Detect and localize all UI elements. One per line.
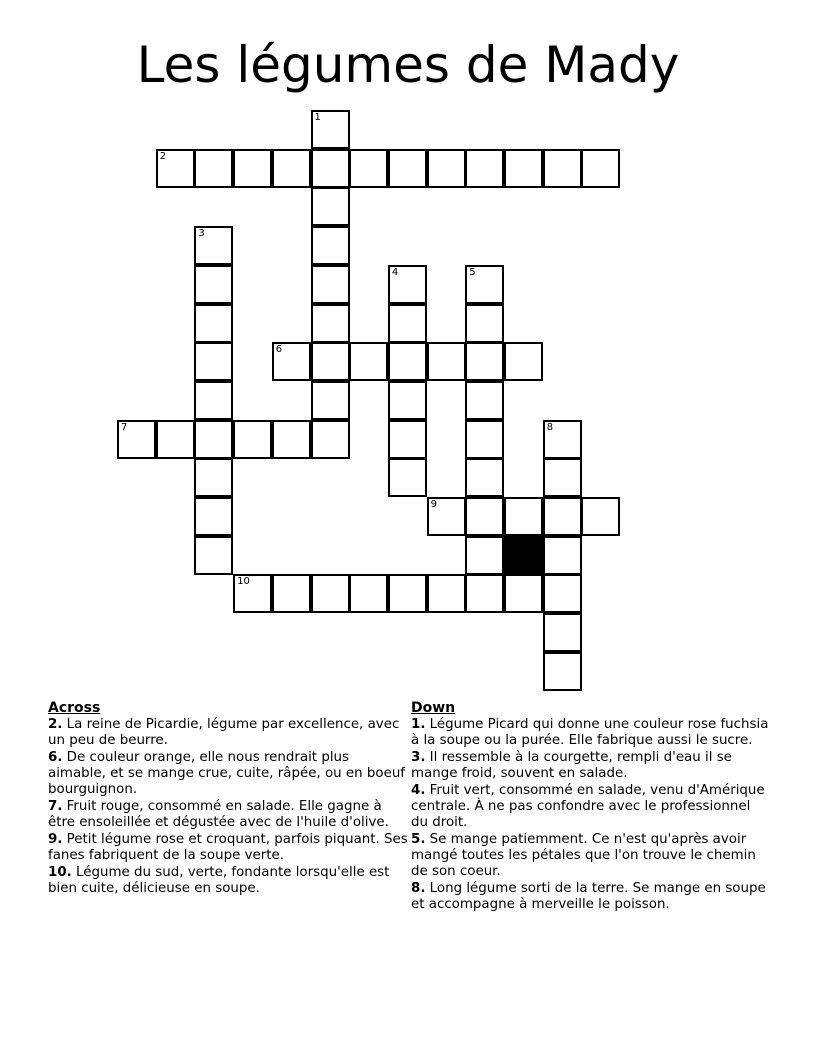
grid-cell[interactable] — [465, 497, 504, 536]
page-title: Les légumes de Mady — [136, 36, 680, 94]
clue-text: De couleur orange, elle nous rendrait plus aimable, et se mange crue, cuite, râpée, ou en boeuf bourguignon. — [48, 750, 406, 797]
grid-cell[interactable] — [504, 574, 543, 613]
clue-text: Légume Picard qui donne une couleur rose fuchsia à la soupe ou la purée. Elle fabrique aussi le sucre. — [411, 717, 769, 748]
grid-cell[interactable] — [194, 149, 233, 188]
grid-cell[interactable] — [427, 497, 466, 536]
down-clue-4 — [411, 783, 771, 831]
grid-cell[interactable] — [194, 304, 233, 343]
clue-number-label: 8 — [546, 421, 554, 433]
down-clues — [411, 700, 771, 914]
grid-cell[interactable] — [388, 381, 427, 420]
grid-cell[interactable] — [156, 420, 195, 459]
grid-cell[interactable] — [465, 342, 504, 381]
grid-cell[interactable] — [194, 497, 233, 536]
clue-text: Il ressemble à la courgette, rempli d'eau il se mange froid, souvent en salade. — [411, 750, 732, 781]
clue-number-label: 2 — [159, 150, 167, 162]
across-clue-6 — [48, 750, 408, 798]
grid-cell[interactable] — [465, 149, 504, 188]
grid-cell[interactable] — [194, 226, 233, 265]
black-cell — [504, 536, 543, 575]
clue-text: La reine de Picardie, légume par excellence, avec un peu de beurre. — [48, 717, 400, 748]
grid-cell[interactable] — [117, 420, 156, 459]
clue-text: Se mange patiemment. Ce n'est qu'après avoir mangé toutes les pétales que l'on trouve le chemin de son coeur. — [411, 832, 756, 879]
across-clue-7 — [48, 799, 408, 831]
clue-number: 8. — [411, 881, 426, 896]
grid-cell[interactable] — [349, 574, 388, 613]
grid-cell[interactable] — [233, 420, 272, 459]
clue-number-label: 4 — [391, 266, 399, 278]
grid-cell[interactable] — [504, 342, 543, 381]
grid-cell[interactable] — [194, 420, 233, 459]
grid-cell[interactable] — [272, 574, 311, 613]
grid-cell[interactable] — [504, 497, 543, 536]
clue-number: 2. — [48, 717, 63, 732]
grid-cell[interactable] — [194, 458, 233, 497]
grid-cell[interactable] — [427, 342, 466, 381]
grid-cell[interactable] — [311, 574, 350, 613]
clue-number: 10. — [48, 865, 72, 880]
grid-cell[interactable] — [233, 574, 272, 613]
grid-cell[interactable] — [388, 420, 427, 459]
grid-cell[interactable] — [388, 342, 427, 381]
grid-cell[interactable] — [388, 149, 427, 188]
grid-cell[interactable] — [272, 149, 311, 188]
grid-cell[interactable] — [581, 497, 620, 536]
clue-number: 5. — [411, 832, 426, 847]
grid-cell[interactable] — [311, 149, 350, 188]
clue-number-label: 7 — [121, 421, 128, 433]
grid-cell[interactable] — [272, 342, 311, 381]
clue-number: 1. — [411, 717, 426, 732]
across-clue-10 — [48, 865, 408, 897]
clue-number: 6. — [48, 750, 63, 765]
grid-cell[interactable] — [427, 574, 466, 613]
down-clue-8 — [411, 881, 771, 913]
clue-text: Légume du sud, verte, fondante lorsqu'elle est bien cuite, délicieuse en soupe. — [48, 865, 390, 896]
grid-cell[interactable] — [156, 149, 195, 188]
grid-cell[interactable] — [543, 652, 582, 691]
grid-cell[interactable] — [311, 342, 350, 381]
clue-number-label: 1 — [314, 112, 321, 123]
clue-text: Fruit rouge, consommé en salade. Elle gagne à être ensoleillée et dégustée avec de l'huile d'olive. — [48, 799, 389, 830]
grid-cell[interactable] — [311, 381, 350, 420]
grid-cell[interactable] — [311, 265, 350, 304]
clue-number-label: 9 — [430, 499, 437, 510]
grid-cell[interactable] — [194, 381, 233, 420]
grid-cell[interactable] — [543, 420, 582, 459]
grid-cell[interactable] — [388, 265, 427, 304]
grid-cell[interactable] — [311, 110, 350, 149]
grid-cell[interactable] — [543, 149, 582, 188]
clue-number-label: 10 — [237, 576, 250, 588]
across-clue-2 — [48, 717, 408, 749]
grid-cell[interactable] — [543, 574, 582, 613]
grid-cell[interactable] — [349, 149, 388, 188]
grid-cell[interactable] — [465, 574, 504, 613]
grid-cell[interactable] — [272, 420, 311, 459]
clue-number: 9. — [48, 832, 63, 847]
grid-cell[interactable] — [465, 420, 504, 459]
grid-cell[interactable] — [543, 613, 582, 652]
grid-cell[interactable] — [427, 149, 466, 188]
across-clue-9 — [48, 832, 408, 864]
grid-cell[interactable] — [388, 458, 427, 497]
grid-cell[interactable] — [543, 458, 582, 497]
grid-cell[interactable] — [194, 342, 233, 381]
grid-cell[interactable] — [311, 226, 350, 265]
clue-number: 3. — [411, 750, 426, 765]
grid-cell[interactable] — [465, 265, 504, 304]
clue-number: 7. — [48, 799, 63, 814]
across-clues — [48, 700, 408, 898]
clue-number-label: 3 — [198, 228, 205, 240]
grid-cell[interactable] — [543, 497, 582, 536]
grid-cell[interactable] — [311, 304, 350, 343]
grid-cell[interactable] — [349, 342, 388, 381]
across-heading: Across — [48, 700, 101, 716]
clue-number-label: 6 — [275, 344, 283, 356]
clue-number: 4. — [411, 783, 426, 798]
grid-cell[interactable] — [388, 574, 427, 613]
grid-cell[interactable] — [581, 149, 620, 188]
grid-cell[interactable] — [311, 420, 350, 459]
down-heading: Down — [411, 700, 456, 716]
clue-text: Fruit vert, consommé en salade, venu d'Amérique centrale. À ne pas confondre avec le professionnel du droit. — [411, 783, 765, 830]
down-clue-1 — [411, 717, 771, 749]
down-clue-5 — [411, 832, 771, 880]
grid-cell[interactable] — [388, 304, 427, 343]
grid-cell[interactable] — [465, 381, 504, 420]
grid-cell[interactable] — [465, 304, 504, 343]
grid-cell[interactable] — [504, 149, 543, 188]
clue-number-label: 5 — [469, 266, 476, 278]
grid-cell[interactable] — [465, 536, 504, 575]
grid-cell[interactable] — [233, 149, 272, 188]
grid-cell[interactable] — [543, 536, 582, 575]
down-clue-3 — [411, 750, 771, 782]
grid-cell[interactable] — [465, 458, 504, 497]
grid-cell[interactable] — [194, 536, 233, 575]
clue-text: Long légume sorti de la terre. Se mange en soupe et accompagne à merveille le poisson. — [411, 881, 766, 912]
grid-cell[interactable] — [311, 187, 350, 226]
grid-cell[interactable] — [194, 265, 233, 304]
clue-text: Petit légume rose et croquant, parfois piquant. Ses fanes fabriquent de la soupe verte. — [48, 832, 408, 863]
